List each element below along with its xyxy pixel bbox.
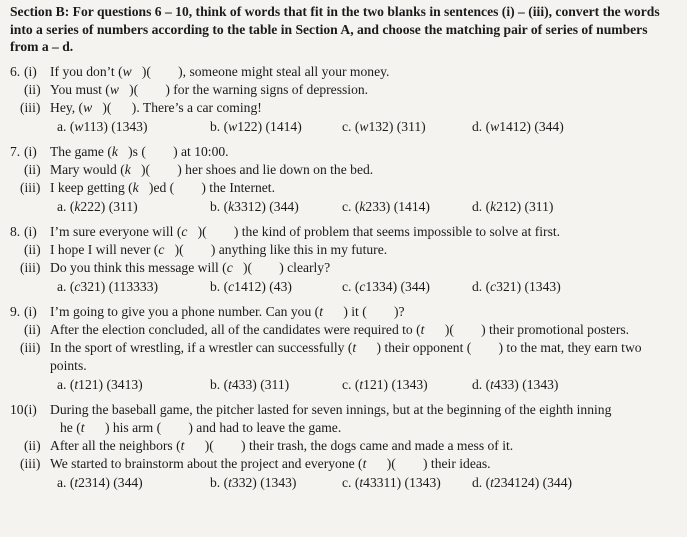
roman-numeral: (i) bbox=[24, 303, 37, 319]
sentence-text: )( ), someone might steal all your money. bbox=[131, 63, 390, 79]
option-letter: t bbox=[228, 376, 232, 392]
sentence-text: )( ) the kind of problem that seems impossible to solve at first. bbox=[187, 223, 561, 239]
option-value: 3312) (344) bbox=[234, 198, 299, 214]
blank-letter: w bbox=[83, 99, 93, 115]
sentence-text: I keep getting ( bbox=[50, 179, 133, 195]
option-value: 332) (1343) bbox=[231, 474, 297, 490]
option-letter: t bbox=[228, 474, 232, 490]
question-block bbox=[10, 303, 679, 395]
answer-option-d bbox=[472, 278, 561, 296]
option-label: b. ( bbox=[210, 278, 229, 294]
answer-options bbox=[10, 198, 679, 217]
sentence-text: he ( bbox=[60, 419, 81, 435]
option-label: a. ( bbox=[57, 198, 75, 214]
option-value: 234124) (344) bbox=[493, 474, 573, 490]
question-block bbox=[10, 63, 679, 137]
sentence-text: )( ). There’s a car coming! bbox=[92, 99, 262, 115]
answer-option-d bbox=[472, 376, 558, 394]
option-letter: w bbox=[228, 118, 238, 134]
answer-option-b bbox=[210, 474, 296, 492]
sentence-line bbox=[10, 63, 679, 81]
option-value: 1334) (344) bbox=[365, 278, 430, 294]
option-letter: k bbox=[490, 198, 497, 214]
option-label: a. ( bbox=[57, 118, 75, 134]
answer-options bbox=[10, 474, 679, 493]
roman-numeral: (iii) bbox=[20, 99, 41, 115]
answer-options bbox=[10, 118, 679, 137]
answer-option-a bbox=[57, 278, 158, 296]
sentence-text: )( ) clearly? bbox=[232, 259, 331, 275]
option-value: 2314) (344) bbox=[78, 474, 143, 490]
answer-options bbox=[10, 278, 679, 297]
blank-letter: c bbox=[226, 259, 233, 275]
option-label: c. ( bbox=[342, 118, 360, 134]
blank-letter: c bbox=[181, 223, 188, 239]
option-value: 1412) (43) bbox=[234, 278, 292, 294]
roman-numeral: (iii) bbox=[20, 259, 41, 275]
sentence-text: )( ) their promotional posters. bbox=[424, 321, 630, 337]
option-letter: c bbox=[228, 278, 235, 294]
option-label: d. ( bbox=[472, 376, 491, 392]
option-value: 121) (3413) bbox=[78, 376, 143, 392]
answer-option-d bbox=[472, 474, 572, 492]
sentence-text: Hey, ( bbox=[50, 99, 84, 115]
option-label: a. ( bbox=[57, 376, 75, 392]
question-number: 9. bbox=[10, 303, 21, 319]
option-letter: t bbox=[490, 474, 494, 490]
option-letter: c bbox=[490, 278, 497, 294]
option-letter: t bbox=[359, 376, 364, 392]
sentence-line bbox=[10, 143, 679, 161]
answer-option-a bbox=[57, 376, 143, 394]
blank-letter: w bbox=[122, 63, 132, 79]
question-block bbox=[10, 143, 679, 217]
option-label: b. ( bbox=[210, 376, 229, 392]
blank-letter: k bbox=[111, 143, 118, 159]
roman-numeral: (i) bbox=[24, 63, 37, 79]
roman-numeral: (iii) bbox=[20, 339, 41, 355]
sentence-text: The game ( bbox=[50, 143, 112, 159]
answer-option-c bbox=[342, 474, 441, 492]
option-value: 122) (1414) bbox=[237, 118, 302, 134]
option-label: c. ( bbox=[342, 278, 360, 294]
option-letter: w bbox=[490, 118, 500, 134]
sentence-text: We started to brainstorm about the project and everyone ( bbox=[50, 455, 363, 471]
sentence-text: If you don’t ( bbox=[50, 63, 123, 79]
roman-numeral: (i) bbox=[24, 401, 37, 417]
roman-numeral: (iii) bbox=[20, 455, 41, 471]
sentence-text: Do you think this message will ( bbox=[50, 259, 227, 275]
roman-numeral: (i) bbox=[24, 223, 37, 239]
answer-option-a bbox=[57, 198, 138, 216]
option-value: 433) (311) bbox=[231, 376, 290, 392]
option-letter: t bbox=[74, 474, 79, 490]
question-number: 7. bbox=[10, 143, 21, 159]
option-letter: w bbox=[74, 118, 84, 134]
sentence-line bbox=[10, 241, 679, 259]
answer-option-a bbox=[57, 118, 148, 136]
option-label: c. ( bbox=[342, 198, 360, 214]
answer-option-c bbox=[342, 278, 430, 296]
answer-option-b bbox=[210, 278, 292, 296]
sentence-text: )( ) their trash, the dogs came and made a mess of it. bbox=[184, 437, 514, 453]
roman-numeral: (ii) bbox=[24, 161, 41, 177]
option-label: d. ( bbox=[472, 474, 491, 490]
option-letter: w bbox=[359, 118, 369, 134]
sentence-text: )ed ( ) the Internet. bbox=[138, 179, 275, 195]
sentence-text: )( ) anything like this in my future. bbox=[164, 241, 388, 257]
sentence-line bbox=[10, 179, 679, 197]
option-label: b. ( bbox=[210, 474, 229, 490]
option-value: 321) (1343) bbox=[496, 278, 561, 294]
blank-letter: t bbox=[319, 303, 323, 319]
answer-options bbox=[10, 376, 679, 395]
option-letter: k bbox=[228, 198, 235, 214]
blank-letter: k bbox=[124, 161, 131, 177]
option-letter: c bbox=[359, 278, 366, 294]
sentence-continuation: points. bbox=[50, 357, 87, 373]
sentence-line bbox=[10, 321, 679, 339]
option-value: 1412) (344) bbox=[499, 118, 564, 134]
blank-letter: t bbox=[180, 437, 185, 453]
option-value: 321) (113333) bbox=[80, 278, 159, 294]
sentence-text: I’m going to give you a phone number. Can you ( bbox=[50, 303, 320, 319]
sentence-text: ) their opponent ( ) to the mat, they earn two bbox=[356, 339, 642, 355]
sentence-text: I hope I will never ( bbox=[50, 241, 159, 257]
sentence-line bbox=[10, 81, 679, 99]
sentence-text: )s ( ) at 10:00. bbox=[117, 143, 229, 159]
question-number: 10. bbox=[10, 401, 27, 417]
blank-letter: t bbox=[362, 455, 367, 471]
blank-letter: k bbox=[132, 179, 139, 195]
option-value: 121) (1343) bbox=[363, 376, 428, 392]
sentence-text: During the baseball game, the pitcher lasted for seven innings, but at the beginning of the eighth inning bbox=[50, 401, 612, 417]
blank-letter: w bbox=[109, 81, 119, 97]
option-label: a. ( bbox=[57, 278, 75, 294]
answer-option-c bbox=[342, 198, 430, 216]
roman-numeral: (iii) bbox=[20, 179, 41, 195]
roman-numeral: (ii) bbox=[24, 437, 41, 453]
roman-numeral: (ii) bbox=[24, 241, 41, 257]
option-label: d. ( bbox=[472, 278, 491, 294]
answer-option-d bbox=[472, 118, 564, 136]
sentence-line bbox=[10, 161, 679, 179]
blank-letter: t bbox=[420, 321, 425, 337]
sentence-text: I’m sure everyone will ( bbox=[50, 223, 182, 239]
sentence-text: )( ) for the warning signs of depression. bbox=[118, 81, 369, 97]
question-number: 8. bbox=[10, 223, 21, 239]
section-instructions: Section B: For questions 6 – 10, think of words that fit in the two blanks in sentences (i) – (iii), convert the words into a series of numbers according to the table in Section A, and choose the matching pair of series of numbers from a – d. bbox=[10, 4, 660, 54]
sentence-text: In the sport of wrestling, if a wrestler can successfully ( bbox=[50, 339, 353, 355]
sentence-text: Mary would ( bbox=[50, 161, 125, 177]
sentence-line bbox=[10, 455, 679, 473]
option-value: 132) (311) bbox=[368, 118, 426, 134]
answer-option-c bbox=[342, 118, 426, 136]
sentence-line bbox=[10, 99, 679, 117]
option-letter: k bbox=[74, 198, 81, 214]
sentence-line bbox=[10, 259, 679, 277]
answer-option-d bbox=[472, 198, 553, 216]
answer-option-a bbox=[57, 474, 143, 492]
roman-numeral: (ii) bbox=[24, 321, 41, 337]
sentence-line bbox=[10, 223, 679, 241]
sentence-text: You must ( bbox=[50, 81, 110, 97]
sentence-line bbox=[10, 401, 679, 419]
answer-option-c bbox=[342, 376, 428, 394]
answer-option-b bbox=[210, 198, 299, 216]
option-letter: k bbox=[359, 198, 366, 214]
option-value: 212) (311) bbox=[496, 198, 554, 214]
option-value: 433) (1343) bbox=[493, 376, 559, 392]
option-label: c. ( bbox=[342, 474, 360, 490]
sentence-continuation bbox=[10, 419, 679, 437]
sentence-line bbox=[10, 303, 679, 321]
option-letter: t bbox=[490, 376, 494, 392]
option-label: a. ( bbox=[57, 474, 75, 490]
question-list bbox=[10, 63, 679, 493]
sentence-text: ) it ( )? bbox=[322, 303, 405, 319]
sentence-text: )( ) their ideas. bbox=[366, 455, 491, 471]
sentence-line bbox=[10, 339, 679, 357]
option-label: b. ( bbox=[210, 118, 229, 134]
option-value: 43311) (1343) bbox=[363, 474, 441, 490]
question-block bbox=[10, 401, 679, 493]
question-number: 6. bbox=[10, 63, 21, 79]
blank-letter: t bbox=[352, 339, 357, 355]
roman-numeral: (i) bbox=[24, 143, 37, 159]
option-label: b. ( bbox=[210, 198, 229, 214]
sentence-text: After the election concluded, all of the candidates were required to ( bbox=[50, 321, 421, 337]
sentence-line bbox=[10, 437, 679, 455]
roman-numeral: (ii) bbox=[24, 81, 41, 97]
option-label: c. ( bbox=[342, 376, 360, 392]
sentence-text: After all the neighbors ( bbox=[50, 437, 181, 453]
option-letter: t bbox=[359, 474, 364, 490]
blank-letter: t bbox=[80, 419, 85, 435]
option-letter: c bbox=[74, 278, 81, 294]
option-value: 222) (311) bbox=[80, 198, 138, 214]
blank-letter: c bbox=[158, 241, 165, 257]
sentence-text: )( ) her shoes and lie down on the bed. bbox=[130, 161, 374, 177]
answer-option-b bbox=[210, 376, 289, 394]
option-value: 233) (1414) bbox=[365, 198, 430, 214]
option-label: d. ( bbox=[472, 118, 491, 134]
option-letter: t bbox=[74, 376, 79, 392]
option-label: d. ( bbox=[472, 198, 491, 214]
option-value: 113) (1343) bbox=[83, 118, 148, 134]
answer-option-b bbox=[210, 118, 302, 136]
question-block bbox=[10, 223, 679, 297]
sentence-text: ) his arm ( ) and had to leave the game. bbox=[84, 419, 342, 435]
